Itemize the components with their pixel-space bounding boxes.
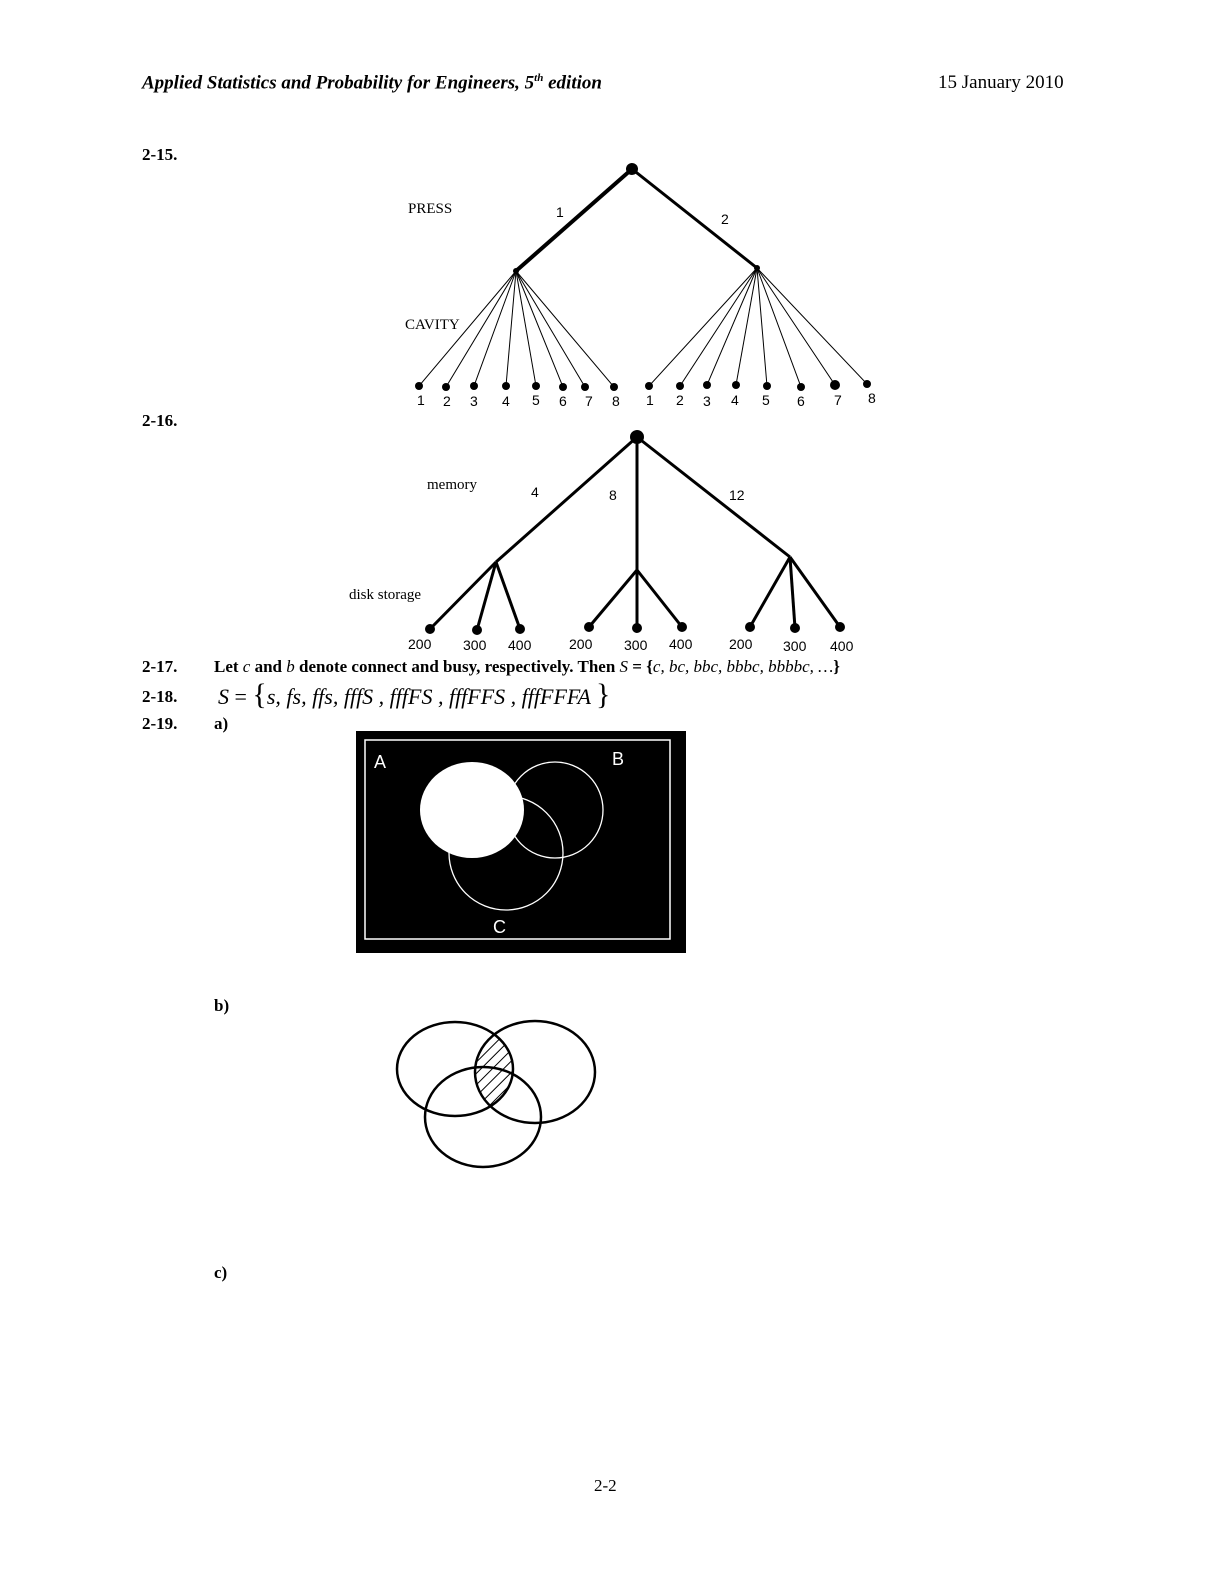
disk-leaf-200-c: 200 (729, 636, 753, 652)
problem-number-2-19: 2-19. (142, 714, 178, 733)
cavity-leaf-2: 2 (443, 393, 451, 409)
p18-eq: = (229, 684, 253, 709)
cavity-leaf-4b: 4 (731, 392, 739, 408)
disk-leaf-400-c: 400 (830, 638, 854, 654)
cavity-leaf-2b: 2 (676, 392, 684, 408)
venn-diagram-a (356, 731, 686, 953)
part-b-label: b) (214, 996, 230, 1015)
page-number: 2-2 (594, 1476, 617, 1495)
disk-leaf-300-a: 300 (463, 637, 487, 653)
part-c-label: c) (214, 1263, 228, 1282)
venn-a-label-b: B (612, 749, 625, 769)
press-label: PRESS (408, 201, 453, 217)
disk-leaf-300-c: 300 (783, 638, 807, 654)
cavity-leaf-7: 7 (585, 393, 593, 409)
cavity-leaf-7b: 7 (834, 392, 842, 408)
book-title-sup: th (534, 72, 544, 84)
problem-2-17-text (214, 657, 840, 677)
tree-diagram-2-15 (0, 0, 1224, 420)
cavity-leaf-8: 8 (612, 393, 620, 409)
problem-number-2-16: 2-16. (142, 411, 178, 430)
cavity-leaf-8b: 8 (868, 390, 876, 406)
header-date: 15 January 2010 (938, 72, 1064, 93)
memory-label: memory (427, 477, 477, 493)
cavity-leaf-3b: 3 (703, 393, 711, 409)
p18-close-brace: } (596, 678, 611, 711)
problem-number-2-18: 2-18. (142, 687, 178, 706)
disk-leaf-400-a: 400 (508, 637, 532, 653)
cavity-leaf-5: 5 (532, 392, 540, 408)
problem-2-18-equation (218, 678, 610, 712)
cavity-label: CAVITY (405, 317, 460, 333)
p17-and: and (250, 657, 287, 676)
disk-leaf-200-b: 200 (569, 636, 593, 652)
disk-storage-label: disk storage (349, 587, 422, 603)
book-title-main: Applied Statistics and Probability for Engineers, 5 (142, 72, 535, 94)
p17-pre: Let (214, 657, 243, 676)
disk-leaf-300-b: 300 (624, 637, 648, 653)
problem-number-2-15: 2-15. (142, 145, 178, 164)
cavity-leaf-1b: 1 (646, 392, 654, 408)
tree-diagram-2-16 (0, 420, 1224, 656)
venn-a-label-a: A (374, 752, 387, 772)
cavity-leaf-3: 3 (470, 393, 478, 409)
venn-diagram-b (390, 1012, 605, 1177)
cavity-leaf-6b: 6 (797, 393, 805, 409)
p17-var-c: c (242, 657, 251, 676)
press-branch-1: 1 (556, 204, 564, 220)
memory-branch-12: 12 (729, 487, 745, 503)
p18-open-brace: { (252, 678, 267, 711)
cavity-leaf-1: 1 (417, 392, 425, 408)
p17-var-b: b (286, 657, 295, 676)
part-a-label: a) (214, 714, 229, 733)
memory-branch-8: 8 (609, 487, 617, 503)
p17-eq: = { (628, 657, 653, 676)
disk-leaf-200-a: 200 (408, 636, 432, 652)
p17-close: } (833, 657, 840, 676)
venn-a-label-c: C (493, 917, 506, 937)
press-branch-2: 2 (721, 211, 729, 227)
p17-set: c, bc, bbc, bbbc, bbbbc, … (652, 657, 834, 676)
p18-set: s, fs, ffs, fffS , fffFS , fffFFS , fffFFFA (266, 684, 591, 709)
book-title-end: edition (543, 72, 602, 94)
p17-var-s: S (619, 657, 629, 676)
problem-number-2-17: 2-17. (142, 657, 178, 676)
disk-leaf-400-b: 400 (669, 636, 693, 652)
memory-branch-4: 4 (531, 484, 539, 500)
p18-lhs: S (218, 684, 229, 709)
cavity-leaf-6: 6 (559, 393, 567, 409)
p17-mid: denote connect and busy, respectively. Then (294, 657, 620, 676)
cavity-leaf-4: 4 (502, 393, 510, 409)
cavity-leaf-5b: 5 (762, 392, 770, 408)
